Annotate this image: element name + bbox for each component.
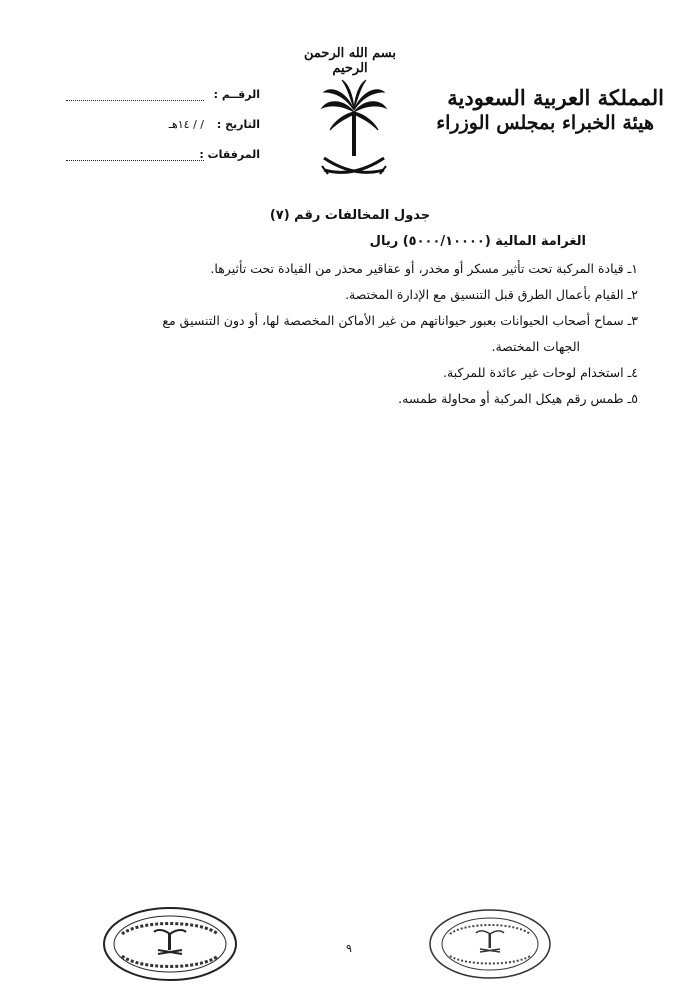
violations-list bbox=[64, 256, 638, 412]
list-item: ٣ـ سماح أصحاب الحيوانات بعبور حيواناتهم من غير الأماكن المخصصة لها، أو دون التنسيق مع bbox=[162, 313, 638, 328]
org-line-2: هيئة الخبراء بمجلس الوزراء bbox=[436, 112, 654, 134]
ref-date-row bbox=[60, 118, 260, 148]
list-item: ١ـ قيادة المركبة تحت تأثير مسكر أو مخدر، أو عقاقير محذر من القيادة تحت تأثيرها. bbox=[210, 261, 638, 276]
official-stamp-icon bbox=[100, 904, 240, 984]
ref-number-line bbox=[66, 100, 204, 101]
basmala: بسم الله الرحمن الرحيم bbox=[304, 46, 396, 76]
saudi-emblem-icon bbox=[318, 78, 390, 186]
list-item: ٥ـ طمس رقم هيكل المركبة أو محاولة طمسه. bbox=[398, 391, 638, 406]
ref-number-label: الرقــم : bbox=[213, 88, 260, 101]
page-title: جدول المخالفات رقم (٧) bbox=[269, 208, 431, 223]
page-number: ٩ bbox=[346, 942, 352, 955]
organization-name bbox=[424, 85, 664, 135]
fine-amount: الغرامة المالية (٥٠٠٠/١٠٠٠٠) ريال bbox=[369, 234, 586, 249]
reference-fields bbox=[60, 88, 260, 178]
ref-attachments-row bbox=[60, 148, 260, 178]
official-stamp-icon bbox=[420, 904, 560, 984]
ref-attachments-line bbox=[66, 160, 204, 161]
ref-number-row bbox=[60, 88, 260, 118]
org-line-1: المملكة العربية السعودية bbox=[447, 85, 664, 110]
ref-date-value: / / ١٤هـ bbox=[168, 118, 204, 131]
list-item: ٢ـ القيام بأعمال الطرق قبل التنسيق مع الإدارة المختصة. bbox=[345, 287, 638, 302]
ref-attachments-label: المرفقات : bbox=[199, 148, 260, 161]
ref-date-label: التاريخ : bbox=[216, 118, 260, 131]
list-item: ٤ـ استخدام لوحات غير عائدة للمركبة. bbox=[443, 365, 638, 380]
list-item-continuation: الجهات المختصة. bbox=[491, 339, 580, 354]
